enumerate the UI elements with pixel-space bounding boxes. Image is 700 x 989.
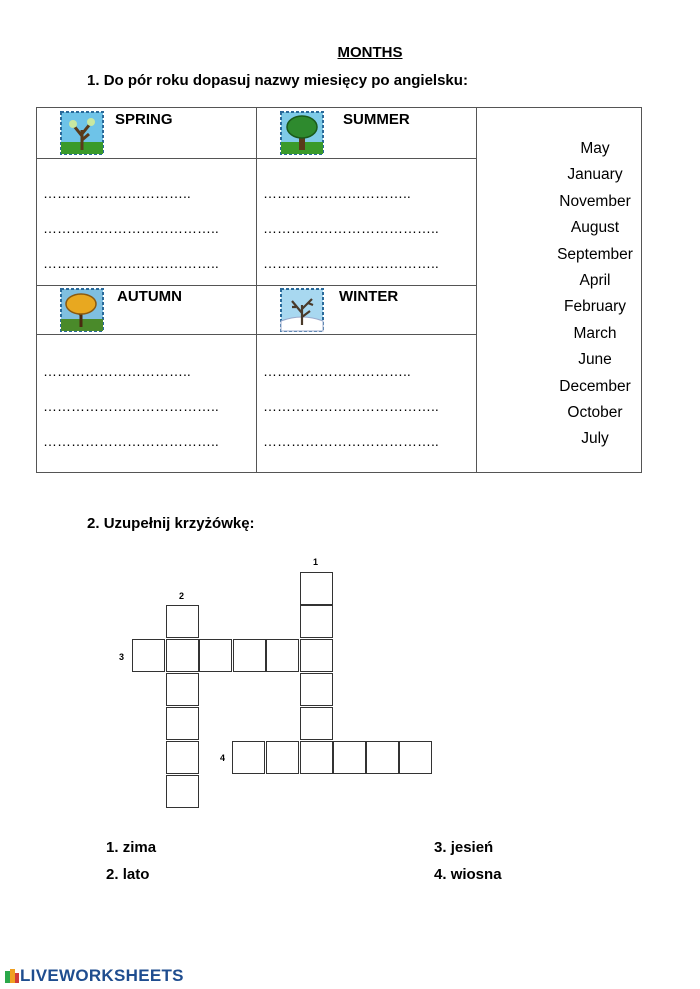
crossword-cell[interactable] [333, 741, 366, 774]
task2-number: 2. [87, 515, 100, 532]
crossword-cell[interactable] [199, 639, 232, 672]
season-summer-label: SUMMER [343, 111, 410, 128]
summer-blank-2[interactable]: ……………………………….. [263, 220, 439, 236]
clue-number: 1. [106, 839, 119, 856]
winter-blank-1[interactable]: ………………………….. [263, 363, 411, 379]
month-item[interactable]: December [559, 377, 631, 395]
crossword-cell[interactable] [233, 639, 266, 672]
crossword-cell[interactable] [166, 673, 199, 706]
liveworksheets-logo [4, 966, 184, 986]
crossword-cell[interactable] [166, 707, 199, 740]
spring-blank-1[interactable]: ………………………….. [43, 185, 191, 201]
winter-blank-2[interactable]: ……………………………….. [263, 398, 439, 414]
month-item[interactable]: August [570, 219, 620, 237]
spring-blank-2[interactable]: ……………………………….. [43, 220, 219, 236]
clue-text: wiosna [450, 866, 502, 883]
clue-text: jesień [450, 839, 494, 856]
clue-number: 3. [434, 839, 447, 856]
crossword-cell[interactable] [166, 639, 199, 672]
crossword-cell[interactable] [366, 741, 399, 774]
season-autumn-label: AUTUMN [117, 288, 182, 305]
crossword-cell[interactable] [132, 639, 165, 672]
crossword-cell[interactable] [300, 639, 333, 672]
crossword-cell[interactable] [300, 572, 333, 605]
clue-text: lato [122, 866, 150, 883]
month-item[interactable]: June [578, 351, 612, 369]
month-item[interactable]: October [567, 404, 623, 422]
brand-name: LIVEWORKSHEETS [20, 966, 184, 985]
crossword-cell[interactable] [300, 707, 333, 740]
clue-3 [434, 839, 493, 856]
clue-number: 2. [106, 866, 119, 883]
month-item[interactable]: May [580, 140, 610, 157]
month-item[interactable]: January [567, 166, 623, 184]
clue-2 [106, 866, 149, 883]
month-item[interactable]: July [581, 430, 609, 448]
crossword-cell[interactable] [166, 775, 199, 808]
spring-blank-3[interactable]: ……………………………….. [43, 255, 219, 271]
crossword-cell[interactable] [232, 741, 265, 774]
crossword-cell[interactable] [266, 639, 299, 672]
month-item[interactable]: September [557, 245, 633, 263]
month-item[interactable]: April [579, 272, 611, 290]
page-title: MONTHS [337, 44, 403, 61]
crossword-cell[interactable] [399, 741, 432, 774]
autumn-blank-2[interactable]: ……………………………….. [43, 398, 219, 414]
clue-text: zima [122, 839, 157, 856]
autumn-blank-3[interactable]: ……………………………….. [43, 433, 219, 449]
summer-blank-3[interactable]: ……………………………….. [263, 255, 439, 271]
crossword-number-3: 3 [119, 652, 125, 662]
clue-4 [434, 866, 502, 883]
autumn-blank-1[interactable]: ………………………….. [43, 363, 191, 379]
crossword-cell[interactable] [266, 741, 299, 774]
clue-number: 4. [434, 866, 447, 883]
season-spring-label: SPRING [115, 111, 173, 128]
crossword-cell[interactable] [300, 673, 333, 706]
task1-number: 1. [87, 72, 100, 89]
crossword-cell[interactable] [166, 605, 199, 638]
crossword-cell[interactable] [300, 605, 333, 638]
crossword-number-1: 1 [313, 557, 319, 567]
crossword-number-4: 4 [220, 753, 226, 763]
summer-blank-1[interactable]: ………………………….. [263, 185, 411, 201]
month-item[interactable]: November [559, 192, 631, 210]
crossword-cell[interactable] [300, 741, 333, 774]
winter-blank-3[interactable]: ……………………………….. [263, 433, 439, 449]
task1-instruction: Do pór roku dopasuj nazwy miesięcy po angielsku: [103, 72, 468, 89]
month-item[interactable]: March [573, 324, 617, 342]
month-item[interactable]: February [563, 298, 627, 316]
task2-instruction: Uzupełnij krzyżówkę: [103, 515, 255, 532]
liveworksheets-mark-icon [4, 968, 20, 984]
crossword-cell[interactable] [166, 741, 199, 774]
clue-1 [106, 839, 156, 856]
season-winter-label: WINTER [339, 288, 399, 305]
crossword-number-2: 2 [179, 591, 185, 601]
